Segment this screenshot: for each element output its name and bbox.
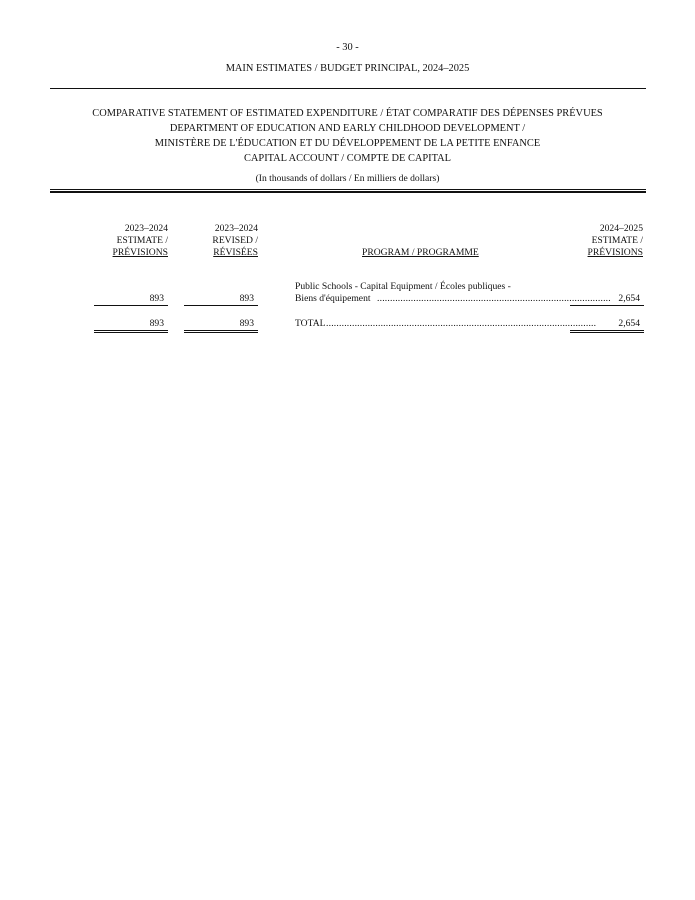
column-header-label-fr: PRÉVISIONS: [112, 247, 168, 258]
title-double-rule: [50, 189, 646, 193]
cell-revised-prev: 893: [239, 293, 254, 304]
page-number: - 30 -: [336, 42, 359, 53]
account-name: CAPITAL ACCOUNT / COMPTE DE CAPITAL: [243, 153, 452, 164]
dot-leader: ........................................................................................................: [326, 318, 597, 329]
units-note: (In thousands of dollars / En milliers de dollars): [255, 173, 440, 184]
total-revised-prev: 893: [239, 318, 254, 329]
department-name-fr: MINISTÈRE DE L'ÉDUCATION ET DU DÉVELOPPEMENT DE LA PETITE ENFANCE: [154, 138, 541, 149]
column-header-label-fr: RÉVISÉES: [213, 247, 258, 258]
column-header-label-fr: PRÉVISIONS: [587, 247, 643, 258]
cell-estimate-prev: 893: [149, 293, 164, 304]
column-header-label: ESTIMATE /: [116, 235, 168, 246]
column-header-label: ESTIMATE /: [591, 235, 643, 246]
column-header-estimate-prev: [96, 223, 168, 259]
column-header-program: PROGRAM / PROGRAMME: [362, 247, 479, 258]
column-header-year: 2023–2024: [124, 223, 168, 234]
total-estimate-curr: 2,654: [618, 318, 640, 329]
cell-estimate-curr: 2,654: [618, 293, 640, 304]
column-header-label: REVISED /: [212, 235, 258, 246]
program-name-line1: Public Schools - Capital Equipment / Écoles publiques -: [295, 281, 511, 292]
subtotal-rule: [184, 305, 258, 306]
statement-title: COMPARATIVE STATEMENT OF ESTIMATED EXPENDITURE / ÉTAT COMPARATIF DES DÉPENSES PRÉVUES: [92, 108, 603, 119]
total-double-rule: [570, 330, 644, 333]
subtotal-rule: [570, 305, 644, 306]
column-header-estimate-curr: [570, 223, 643, 259]
header-rule: [50, 88, 646, 89]
running-title: MAIN ESTIMATES / BUDGET PRINCIPAL, 2024–2025: [225, 63, 470, 74]
total-label: TOTAL: [295, 318, 326, 329]
total-estimate-prev: 893: [149, 318, 164, 329]
column-header-year: 2023–2024: [214, 223, 258, 234]
total-double-rule: [94, 330, 168, 333]
column-header-year: 2024–2025: [599, 223, 643, 234]
subtotal-rule: [94, 305, 168, 306]
column-header-revised-prev: [186, 223, 258, 259]
total-double-rule: [184, 330, 258, 333]
dot-leader: ..........................................................................................: [377, 293, 611, 304]
department-name-en: DEPARTMENT OF EDUCATION AND EARLY CHILDHOOD DEVELOPMENT /: [169, 123, 526, 134]
program-name-line2: Biens d'équipement: [295, 293, 371, 304]
